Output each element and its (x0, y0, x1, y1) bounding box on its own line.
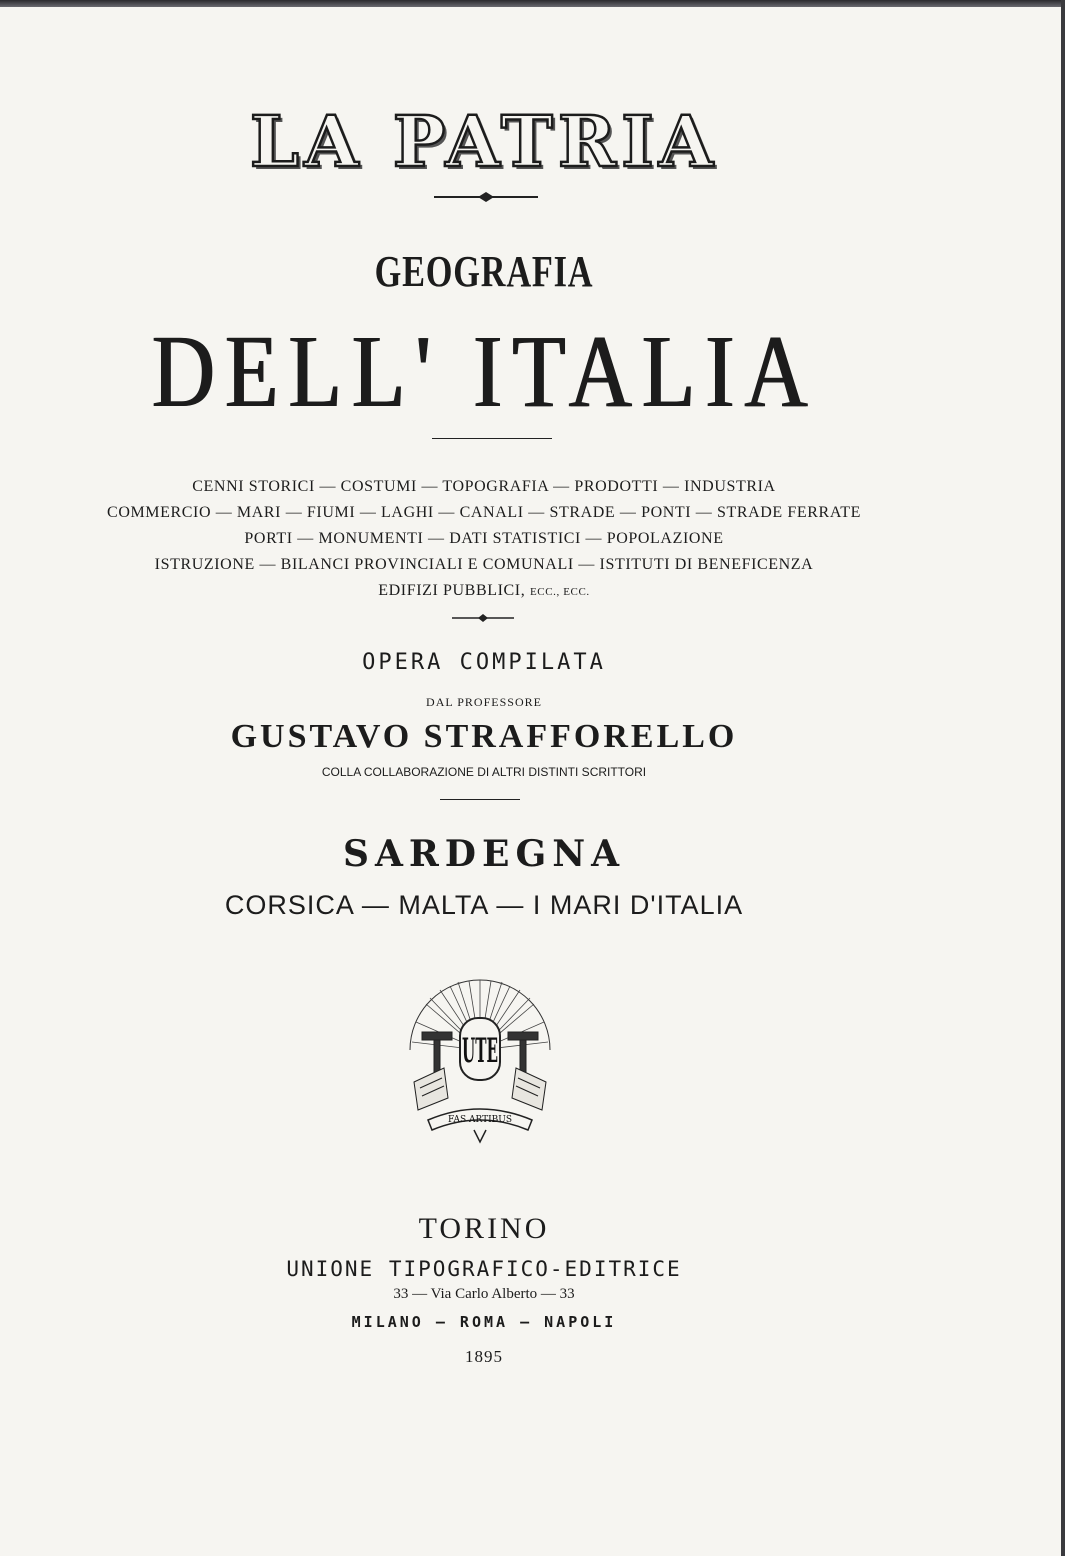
author-rule (440, 799, 520, 800)
opera-label: OPERA COMPILATA (362, 650, 606, 675)
topics-last-text: EDIFIZI PUBBLICI, (378, 582, 526, 599)
emblem-tail (474, 1130, 486, 1142)
topics-ornament (450, 612, 516, 624)
topics-list (0, 474, 968, 605)
imprint-city: TORINO (418, 1212, 550, 1245)
dal-professore-label: DAL PROFESSORE (426, 695, 542, 709)
topics-line: ISTRUZIONE — BILANCI PROVINCIALI E COMUNALI — ISTITUTI DI BENEFICENZA (154, 556, 814, 573)
subtitle: GEOGRAFIA (374, 247, 594, 296)
title-rule (432, 438, 552, 439)
topics-line: CENNI STORICI — COSTUMI — TOPOGRAFIA — PRODOTTI — INDUSTRIA (192, 478, 776, 495)
topics-line-last (0, 578, 968, 605)
imprint-publisher: UNIONE TIPOGRAFICO-EDITRICE (286, 1257, 682, 1281)
author-name: GUSTAVO STRAFFORELLO (230, 718, 738, 755)
publisher-emblem (400, 970, 560, 1145)
collaboration-note: COLLA COLLABORAZIONE DI ALTRI DISTINTI SCRITTORI (321, 765, 647, 779)
topics-last-ecc: ECC., ECC. (529, 586, 590, 598)
volume-region: SARDEGNA (342, 833, 626, 875)
imprint-address: 33 — Via Carlo Alberto — 33 (393, 1286, 575, 1302)
topics-line: PORTI — MONUMENTI — DATI STATISTICI — POPOLAZIONE (244, 530, 724, 547)
series-title: LA PATRIA (249, 100, 719, 183)
imprint-branches: MILANO — ROMA — NAPOLI (351, 1313, 617, 1331)
topics-line: COMMERCIO — MARI — FIUMI — LAGHI — CANALI — STRADE — PONTI — STRADE FERRATE (107, 504, 861, 521)
main-title: DELL' ITALIA (151, 314, 817, 429)
volume-islands: CORSICA — MALTA — I MARI D'ITALIA (224, 890, 744, 920)
emblem-monogram: UTE (462, 1031, 498, 1071)
imprint-year: 1895 (465, 1347, 503, 1366)
emblem-motto: FAS ARTIBUS (447, 1115, 513, 1125)
title-ornament (432, 190, 540, 204)
